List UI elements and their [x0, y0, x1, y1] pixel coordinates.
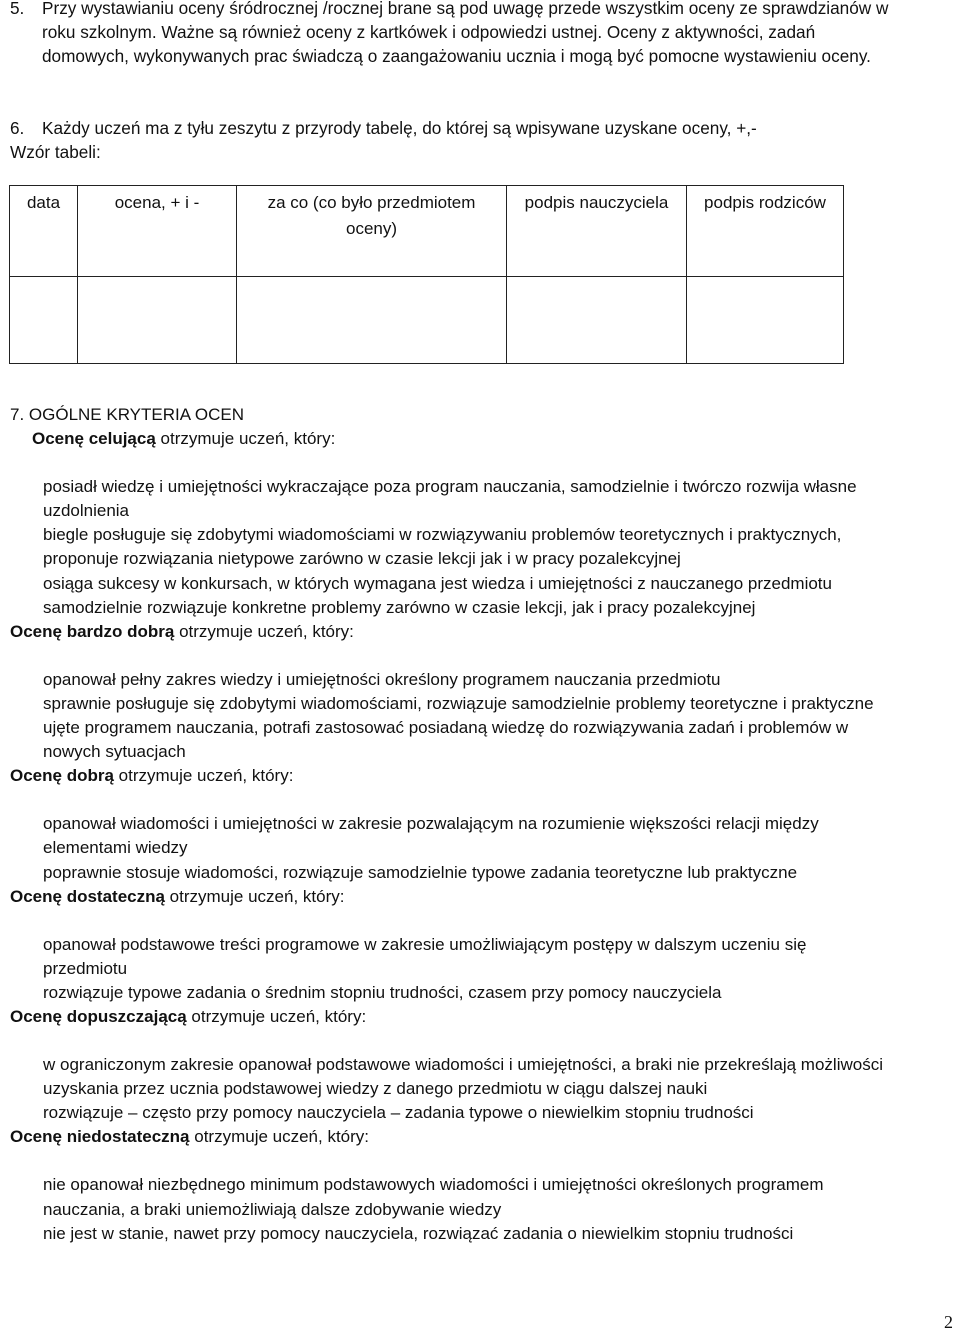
table-cell	[78, 277, 237, 364]
grade-list-dostateczna	[10, 933, 955, 1005]
grade-list-niedostateczna	[10, 1173, 955, 1245]
criteria-item: uzyskania przez ucznia podstawowej wiedzy z danego przedmiotu w ciągu dalszej nauki	[43, 1079, 708, 1099]
criteria-item: przedmiotu	[43, 958, 128, 978]
page-number: 2	[944, 1312, 953, 1332]
header-teacher-signature: podpis nauczyciela	[507, 186, 687, 277]
criteria-item: osiąga sukcesy w konkursach, w których wymagana jest wiedza i umiejętności z nauczanego przedmiotu	[43, 573, 832, 593]
grade-list-dobra	[10, 812, 955, 884]
point-5-number: 5.	[10, 0, 25, 18]
header-parent-signature: podpis rodziców	[687, 186, 844, 277]
grade-list-dopuszczajaca	[10, 1053, 955, 1125]
grade-suffix: otrzymuje uczeń, który:	[164, 886, 345, 906]
header-date: data	[10, 186, 78, 277]
header-grade: ocena, + i -	[78, 186, 237, 277]
criteria-item: posiadł wiedzę i umiejętności wykraczające poza program nauczania, samodzielnie i twórczo rozwija własne	[43, 477, 857, 497]
criteria-item: poprawnie stosuje wiadomości, rozwiązuje samodzielnie typowe zadania teoretyczne lub praktyczne	[43, 862, 798, 882]
grade-heading-dobra	[10, 764, 955, 788]
criteria-item: nie opanował niezbędnego minimum podstawowych wiadomości i umiejętności określonych programem	[43, 1175, 824, 1195]
grade-suffix: otrzymuje uczeń, który:	[155, 429, 336, 449]
grade-heading-celujaca	[32, 427, 955, 451]
table-empty-row	[10, 277, 844, 364]
criteria-item: samodzielnie rozwiązuje konkretne problemy zarówno w czasie lekcji, jak i pracy pozalekcyjnej	[43, 597, 756, 617]
grade-name: Ocenę bardzo dobrą	[10, 621, 175, 641]
point-5-line-3: domowych, wykonywanych prac świadczą o zaangażowaniu ucznia i mogą być pomocne wystawieniu oceny.	[42, 46, 871, 66]
table-cell	[687, 277, 844, 364]
grades-table-template	[9, 185, 844, 364]
grade-name: Ocenę niedostateczną	[10, 1127, 190, 1147]
point-6	[10, 116, 950, 164]
grade-name: Ocenę dostateczną	[10, 886, 165, 906]
table-cell	[10, 277, 78, 364]
grade-suffix: otrzymuje uczeń, który:	[174, 621, 354, 641]
grade-list-bardzo-dobra	[10, 668, 955, 764]
grade-suffix: otrzymuje uczeń, który:	[113, 766, 294, 786]
grade-heading-bardzo-dobra	[10, 620, 955, 644]
table-template-label: Wzór tabeli:	[10, 142, 101, 162]
criteria-item: proponuje rozwiązania nietypowe zarówno w czasie lekcji jak i w pracy pozalekcyjnej	[43, 549, 681, 569]
criteria-item: elementami wiedzy	[43, 838, 188, 858]
criteria-item: uzdolnienia	[43, 501, 130, 521]
criteria-item: opanował podstawowe treści programowe w zakresie umożliwiającym postępy w dalszym uczeniu się	[43, 934, 807, 954]
criteria-heading: 7. OGÓLNE KRYTERIA OCEN	[10, 405, 244, 424]
grade-name: Ocenę celującą	[32, 429, 156, 449]
grade-name: Ocenę dobrą	[10, 766, 114, 786]
criteria-item: rozwiązuje typowe zadania o średnim stopniu trudności, czasem przy pomocy nauczyciela	[43, 982, 722, 1002]
point-5	[10, 0, 950, 68]
point-6-number: 6.	[10, 118, 25, 138]
table-header-row	[10, 186, 844, 277]
table-cell	[237, 277, 507, 364]
point-7-criteria	[10, 403, 955, 1246]
point-6-text: Każdy uczeń ma z tyłu zeszytu z przyrody tabelę, do której są wpisywane uzyskane oceny, +,-	[42, 118, 757, 138]
criteria-item: w ograniczonym zakresie opanował podstawowe wiadomości i umiejętności, a braki nie przekreślają możliwości	[43, 1055, 883, 1075]
header-reason: za co (co było przedmiotem oceny)	[237, 186, 507, 277]
grade-suffix: otrzymuje uczeń, który:	[189, 1127, 370, 1147]
criteria-item: opanował wiadomości i umiejętności w zakresie pozwalającym na rozumienie większości relacji między	[43, 814, 819, 834]
grade-heading-dostateczna	[10, 885, 955, 909]
criteria-item: opanował pełny zakres wiedzy i umiejętności określony programem nauczania przedmiotu	[43, 669, 721, 689]
criteria-item: nauczania, a braki uniemożliwiają dalsze zdobywanie wiedzy	[43, 1199, 502, 1219]
criteria-item: ujęte programem nauczania, potrafi zastosować posiadaną wiedzę do rozwiązywania zadań i problemów w	[43, 718, 849, 738]
point-5-line-1: Przy wystawianiu oceny śródrocznej /rocznej brane są pod uwagę przede wszystkim oceny ze sprawdzianów w	[42, 0, 889, 18]
grade-list-celujaca	[10, 475, 955, 620]
grade-heading-niedostateczna	[10, 1125, 955, 1149]
point-5-line-2: roku szkolnym. Ważne są również oceny z kartkówek i odpowiedzi ustnej. Oceny z aktywności, zadań	[42, 22, 816, 42]
criteria-item: sprawnie posługuje się zdobytymi wiadomościami, rozwiązuje samodzielnie problemy teoretyczne i praktyczne	[43, 693, 874, 713]
grade-suffix: otrzymuje uczeń, który:	[186, 1006, 367, 1026]
criteria-item: nie jest w stanie, nawet przy pomocy nauczyciela, rozwiązać zadania o niewielkim stopniu trudności	[43, 1223, 794, 1243]
criteria-item: rozwiązuje – często przy pomocy nauczyciela – zadania typowe o niewielkim stopniu trudności	[43, 1103, 754, 1123]
grade-heading-dopuszczajaca	[10, 1005, 955, 1029]
grade-name: Ocenę dopuszczającą	[10, 1006, 187, 1026]
table-cell	[507, 277, 687, 364]
criteria-item: biegle posługuje się zdobytymi wiadomościami w rozwiązywaniu problemów teoretycznych i praktycznych,	[43, 525, 842, 545]
criteria-item: nowych sytuacjach	[43, 742, 186, 762]
